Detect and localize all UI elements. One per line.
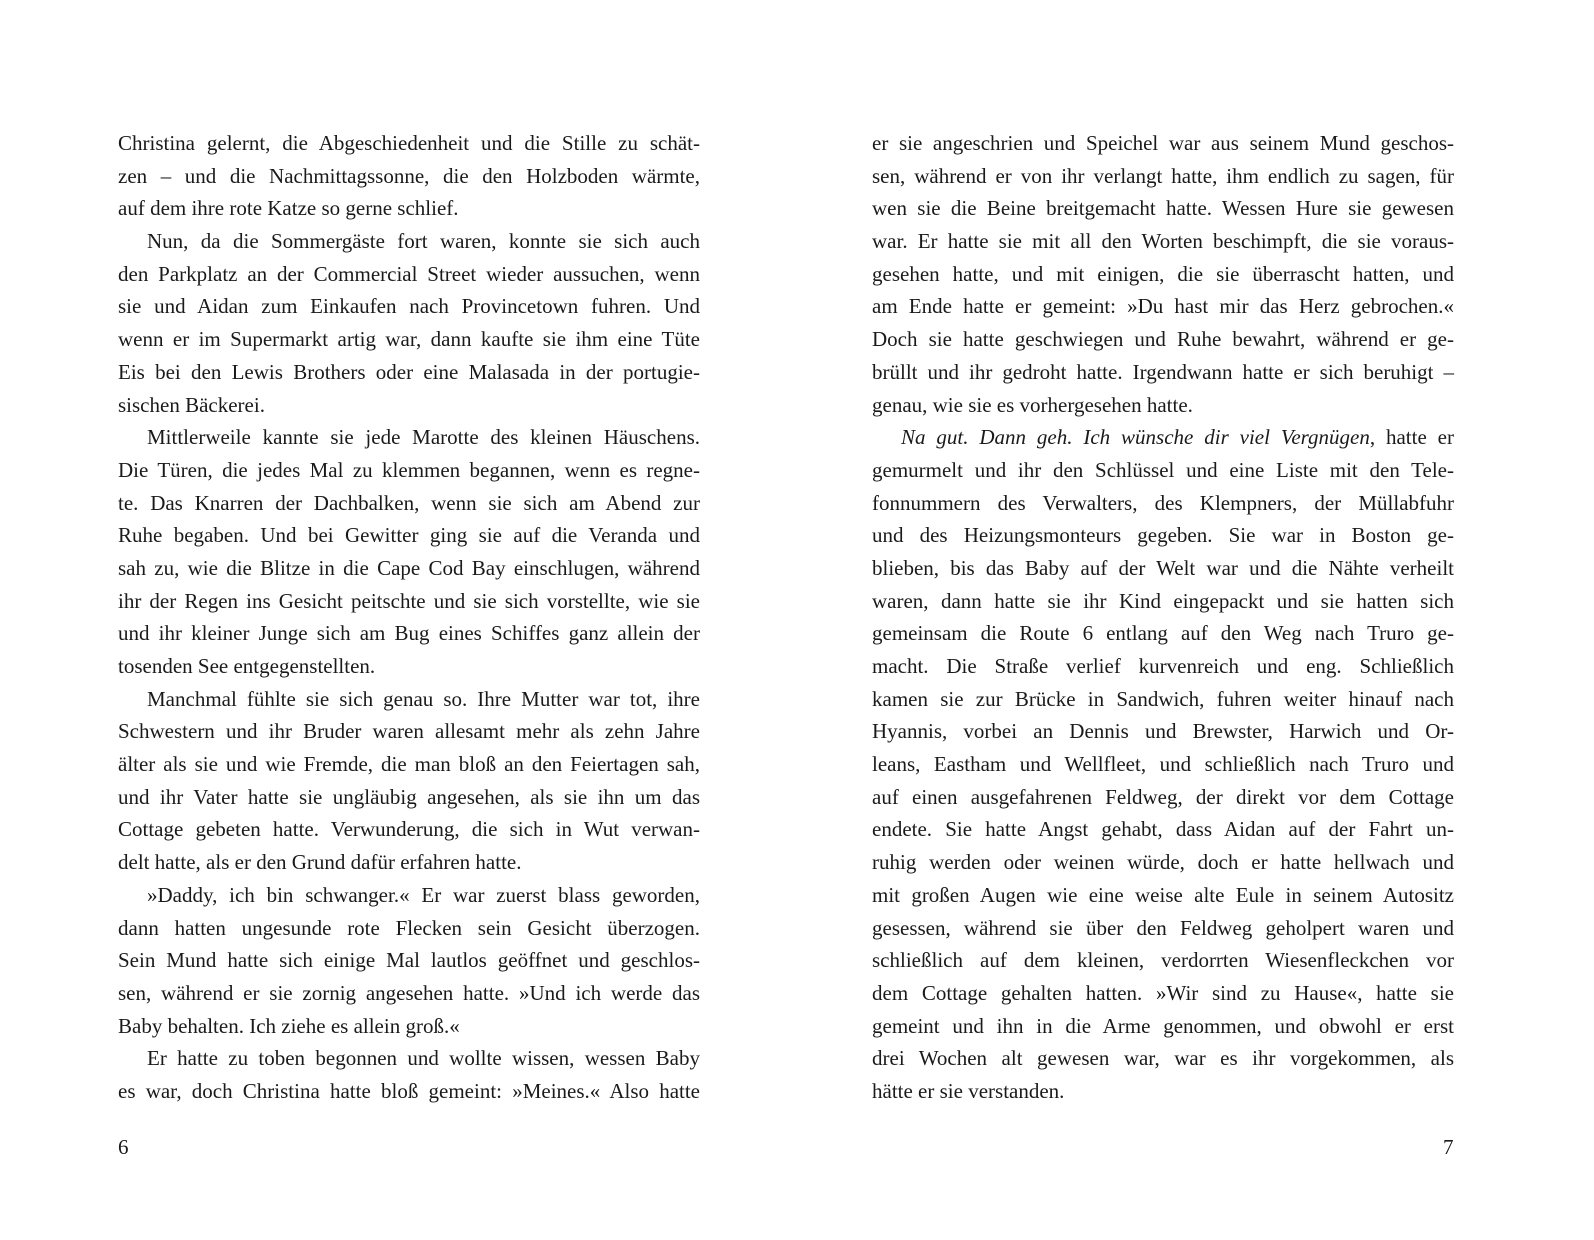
text-line: »Daddy, ich bin schwanger.« Er war zuerst blass geworden,	[147, 882, 700, 907]
text-line: sischen Bäckerei.	[118, 392, 265, 417]
text-line: gemeinsam die Route 6 entlang auf den Weg nach Truro ge-	[872, 621, 1454, 646]
text-line: Die Türen, die jedes Mal zu klemmen begannen, wenn es regne-	[118, 457, 700, 482]
text-line: macht. Die Straße verlief kurvenreich und eng. Schließlich	[872, 654, 1454, 678]
text-line: brüllt und ihr gedroht hatte. Irgendwann hatte er sich beruhigt –	[872, 359, 1454, 384]
text-line: gesessen, während sie über den Feldweg geholpert waren und	[872, 915, 1454, 940]
text-line: Hyannis, vorbei an Dennis und Brewster, Harwich und Or-	[872, 719, 1454, 744]
text-line: Cottage gebeten hatte. Verwunderung, die sich in Wut verwan-	[118, 817, 700, 842]
text-line: am Ende hatte er gemeint: »Du hast mir das Herz gebrochen.«	[872, 294, 1454, 319]
text-line: Mittlerweile kannte sie jede Marotte des kleinen Häuschens.	[147, 425, 700, 450]
text-line: sen, während er von ihr verlangt hatte, ihm endlich zu sagen, für	[872, 163, 1454, 188]
page-number: 7	[1443, 1135, 1454, 1159]
page-number: 6	[118, 1135, 129, 1159]
text-line: Manchmal fühlte sie sich genau so. Ihre Mutter war tot, ihre	[147, 686, 700, 711]
text-line: auf einen ausgefahrenen Feldweg, der direkt vor dem Cottage	[872, 784, 1454, 809]
text-line: blieben, bis das Baby auf der Welt war und die Nähte verheilt	[872, 555, 1454, 580]
text-line: gesehen hatte, und mit einigen, die sie überrascht hatten, und	[872, 261, 1454, 286]
right-page	[797, 0, 1594, 1240]
text-line: sie und Aidan zum Einkaufen nach Provincetown fuhren. Und	[118, 294, 700, 319]
text-line: er sie angeschrien und Speichel war aus seinem Mund geschos-	[872, 131, 1454, 155]
text-line: dann hatten ungesunde rote Flecken sein Gesicht überzogen.	[118, 915, 700, 940]
text-line: tosenden See entgegenstellten.	[118, 654, 376, 678]
text-line: fonnummern des Verwalters, des Klempners, der Müllabfuhr	[872, 490, 1454, 515]
text-span: , hatte er	[1369, 425, 1454, 450]
text-line: waren, dann hatte sie ihr Kind eingepackt und sie hatten sich	[872, 588, 1454, 613]
text-line: drei Wochen alt gewesen war, war es ihr vorgekommen, als	[872, 1046, 1454, 1071]
text-line: war. Er hatte sie mit all den Worten beschimpft, die sie voraus-	[872, 229, 1454, 254]
text-line: delt hatte, als er den Grund dafür erfahren hatte.	[118, 850, 522, 875]
text-line: ihr der Regen ins Gesicht peitschte und sie sich vorstellte, wie sie	[118, 588, 700, 613]
text-line: zen – und die Nachmittagssonne, die den Holzboden wärmte,	[118, 163, 700, 188]
text-line: älter als sie und wie Fremde, die man bloß an den Feiertagen sah,	[118, 752, 700, 777]
text-line: endete. Sie hatte Angst gehabt, dass Aidan auf der Fahrt un-	[872, 817, 1454, 842]
text-line: schließlich auf dem kleinen, verdorrten Wiesenfleckchen vor	[872, 948, 1454, 973]
text-line: Christina gelernt, die Abgeschiedenheit und die Stille zu schät-	[118, 131, 700, 155]
text-line: sen, während er sie zornig angesehen hatte. »Und ich werde das	[118, 980, 700, 1005]
text-line: Baby behalten. Ich ziehe es allein groß.«	[118, 1013, 460, 1038]
text-line: Sein Mund hatte sich einige Mal lautlos geöffnet und geschlos-	[118, 948, 700, 973]
text-line: mit großen Augen wie eine weise alte Eule in seinem Autositz	[872, 882, 1454, 907]
text-line: te. Das Knarren der Dachbalken, wenn sie sich am Abend zur	[118, 490, 700, 515]
left-text-column	[118, 127, 700, 1108]
text-line	[872, 421, 1454, 454]
text-line: Nun, da die Sommergäste fort waren, konnte sie sich auch	[147, 229, 700, 254]
text-line: Ruhe begaben. Und bei Gewitter ging sie auf die Veranda und	[118, 523, 700, 548]
italic-quote: Na gut. Dann geh. Ich wünsche dir viel Vergnügen	[901, 425, 1370, 450]
text-line: wenn er im Supermarkt artig war, dann kaufte sie ihm eine Tüte	[118, 327, 700, 352]
text-line: Er hatte zu toben begonnen und wollte wissen, wessen Baby	[147, 1046, 700, 1071]
text-line: Schwestern und ihr Bruder waren allesamt mehr als zehn Jahre	[118, 719, 700, 744]
text-line: dem Cottage gehalten hatten. »Wir sind zu Hause«, hatte sie	[872, 980, 1454, 1005]
text-line: sah zu, wie die Blitze in die Cape Cod Bay einschlugen, während	[118, 555, 700, 580]
text-line: leans, Eastham und Wellfleet, und schließlich nach Truro und	[872, 752, 1454, 777]
right-text-column	[872, 127, 1454, 1108]
text-line: und ihr Vater hatte sie ungläubig angesehen, als sie ihn um das	[118, 784, 700, 809]
text-line: ruhig werden oder weinen würde, doch er hatte hellwach und	[872, 850, 1454, 875]
text-line: auf dem ihre rote Katze so gerne schlief.	[118, 196, 459, 221]
text-line: gemurmelt und ihr den Schlüssel und eine Liste mit den Tele-	[872, 457, 1454, 482]
text-line: es war, doch Christina hatte bloß gemeint: »Meines.« Also hatte	[118, 1078, 700, 1103]
text-line: hätte er sie verstanden.	[872, 1078, 1065, 1103]
text-line: kamen sie zur Brücke in Sandwich, fuhren weiter hinauf nach	[872, 686, 1454, 711]
text-line: den Parkplatz an der Commercial Street wieder aussuchen, wenn	[118, 261, 700, 286]
text-line: Doch sie hatte geschwiegen und Ruhe bewahrt, während er ge-	[872, 327, 1454, 352]
text-line: und ihr kleiner Junge sich am Bug eines Schiffes ganz allein der	[118, 621, 700, 646]
text-line: wen sie die Beine breitgemacht hatte. Wessen Hure sie gewesen	[872, 196, 1454, 221]
text-line: gemeint und ihn in die Arme genommen, und obwohl er erst	[872, 1013, 1454, 1038]
text-line: Eis bei den Lewis Brothers oder eine Malasada in der portugie-	[118, 359, 700, 384]
text-line: genau, wie sie es vorhergesehen hatte.	[872, 392, 1193, 417]
text-line: und des Heizungsmonteurs gegeben. Sie war in Boston ge-	[872, 523, 1454, 548]
